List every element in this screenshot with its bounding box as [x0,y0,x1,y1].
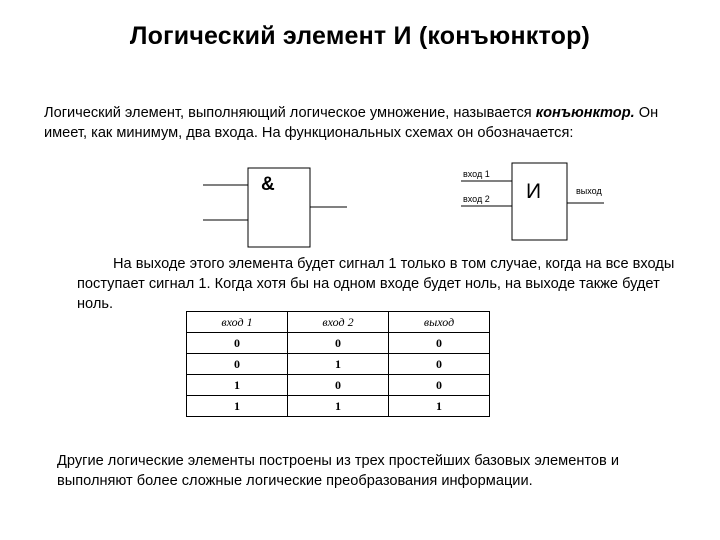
table-cell: 1 [389,396,490,417]
table-header-cell: вход 1 [187,312,288,333]
table-row [187,396,490,417]
table-cell: 1 [288,396,389,417]
outro-paragraph: Другие логические элементы построены из трех простейших базовых элементов и выполняют более сложные логические преобразования информации. [57,453,619,489]
intro-text-start: Логический элемент, выполняющий логическое умножение, называется [44,105,536,121]
truth-table [186,311,490,417]
description-paragraph: На выходе этого элемента будет сигнал 1 только в том случае, когда на все входы поступает сигнал 1. Когда хотя бы на одном входе будет ноль, на выходе также будет ноль. [77,256,675,312]
table-cell: 1 [187,396,288,417]
table-header-row [187,312,490,333]
table-cell: 1 [288,354,389,375]
gate2-input2-label: вход 2 [463,194,490,204]
and-gate-labeled [461,163,604,240]
intro-text-end: Он имеет, как минимум, два входа. На функциональных схемах он обозначается: [44,105,659,141]
table-cell: 0 [389,354,490,375]
table-cell: 0 [187,354,288,375]
table-header-cell: вход 2 [288,312,389,333]
table-cell: 0 [389,375,490,396]
and-gate-ampersand [203,168,347,247]
table-cell: 0 [187,333,288,354]
table-row [187,354,490,375]
table-row [187,333,490,354]
table-cell: 0 [288,375,389,396]
intro-term: конъюнктор. [535,105,635,121]
gate2-symbol: И [526,180,542,203]
page-title: Логический элемент И (конъюнктор) [129,22,591,50]
gate2-output-label: выход [576,186,602,196]
table-cell: 0 [389,333,490,354]
table-header-cell: выход [389,312,490,333]
table-cell: 0 [288,333,389,354]
gate1-symbol: & [261,174,275,195]
table-row [187,375,490,396]
table-cell: 1 [187,375,288,396]
gate2-input1-label: вход 1 [463,169,490,179]
gate1-body [248,168,310,247]
